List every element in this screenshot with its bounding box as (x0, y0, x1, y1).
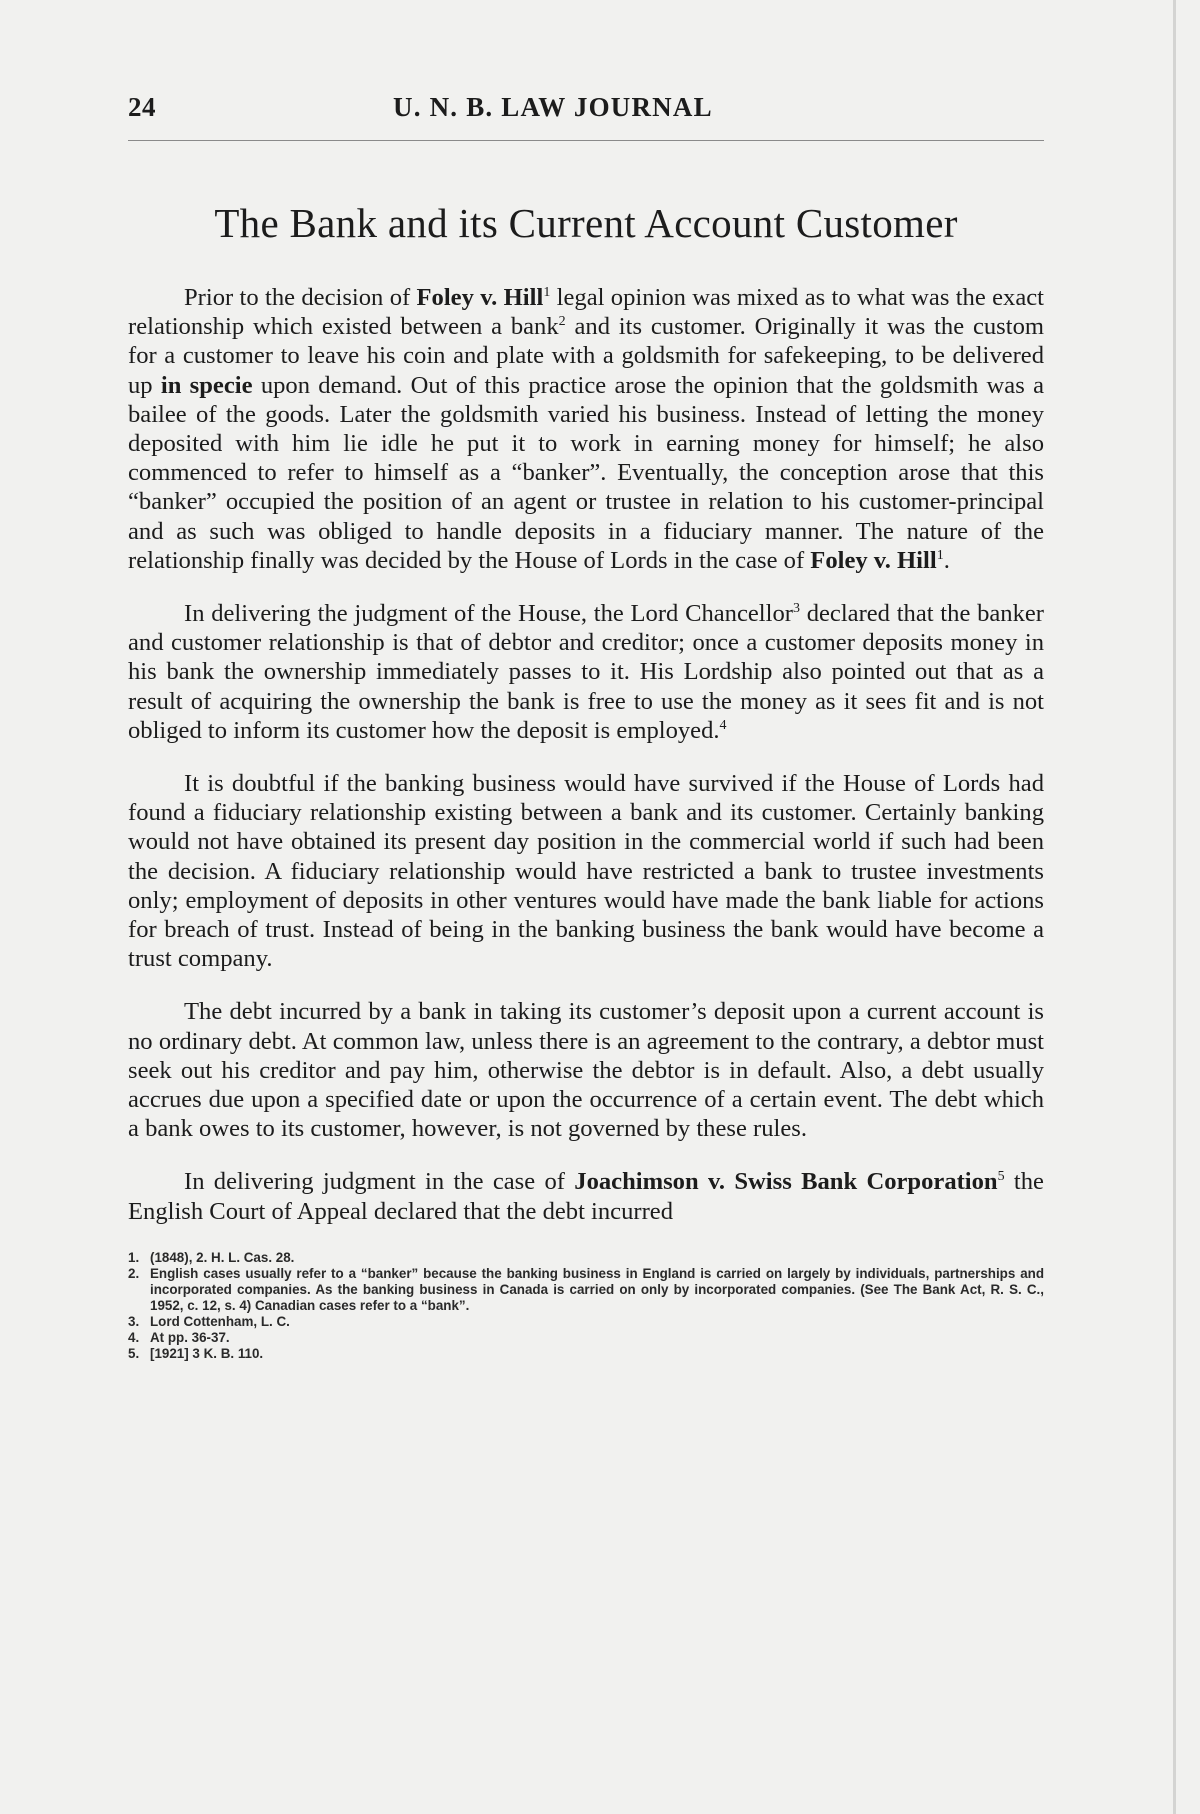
case-name: Joachimson v. Swiss Bank Corporation (574, 1168, 998, 1196)
footnote-text: Lord Cottenham, L. C. (150, 1313, 290, 1329)
footnote-number: 4. (128, 1329, 140, 1345)
emphasis: in specie (160, 371, 253, 399)
footnote-number: 5. (128, 1345, 140, 1361)
footnote (128, 1314, 1044, 1330)
text-run: Prior to the decision of (184, 284, 417, 311)
footnote-text: (1848), 2. H. L. Cas. 28. (150, 1249, 295, 1265)
footnote-text: English cases usually refer to a “banker” because the banking business in England is carried on largely by individuals, partnerships and incorporated companies. As the banking business in Canada is carried on only by incorporated companies. (See The Bank Act, R. S. C., 1952, c. 12, s. 4) Canadian cases refer to a “bank”. (150, 1265, 1044, 1313)
case-name: Foley v. Hill (810, 546, 937, 574)
text-run: declared that the banker and customer relationship is that of debtor and creditor; once a customer deposits money in his bank the ownership immediately passes to it. His Lordship also pointed out that as a result of acquiring the ownership the bank is free to use the money as it sees fit and is not obliged to inform its customer how the deposit is employed. (128, 600, 1044, 744)
text-run: . (943, 546, 950, 574)
footnote-number: 1. (128, 1249, 140, 1265)
footnotes (128, 1250, 1044, 1362)
running-head (128, 92, 1044, 136)
text-run: In delivering the judgment of the House, the Lord Chancellor (184, 600, 793, 628)
page-number: 24 (128, 92, 156, 122)
case-name: Foley v. Hill (416, 284, 544, 311)
text-run: legal opinion was mixed as to what was the exact relationship which existed between a bank (128, 284, 1044, 341)
article-title: The Bank and its Current Account Customer (214, 200, 958, 246)
footnote-number: 3. (128, 1313, 140, 1329)
text-run: In delivering judgment in the case of (184, 1168, 575, 1196)
paragraph-1 (128, 283, 1044, 575)
footnote-ref: 2 (558, 314, 566, 330)
journal-title: U. N. B. LAW JOURNAL (393, 92, 713, 122)
journal-page (128, 92, 1044, 1362)
text-run: the English Court of Appeal declared that the debt incurred (128, 1168, 1044, 1225)
footnote-ref: 5 (997, 1169, 1005, 1185)
header-rule (128, 140, 1044, 141)
page-edge (1173, 0, 1176, 1814)
text-run: upon demand. Out of this practice arose the opinion that the goldsmith was a bailee of the goods. Later the goldsmith varied his business. Instead of letting the money deposited with him lie idle he put it to work in earning money for himself; he also commenced to refer to himself as a “banker”. Eventually, the conception arose that this “banker” occupied the position of an agent or trustee in relation to his customer-principal and as such was obliged to handle deposits in a fiduciary manner. The nature of the relationship finally was decided by the House of Lords in the case of (128, 371, 1044, 574)
paragraph-2 (128, 599, 1044, 745)
footnote (128, 1266, 1044, 1314)
footnote (128, 1346, 1044, 1362)
text-run: and its customer. Originally it was the custom for a customer to leave his coin and plate with a goldsmith for safekeeping, to be delivered up (128, 313, 1045, 399)
footnote-ref: 1 (543, 284, 551, 300)
paragraph-3: It is doubtful if the banking business would have survived if the House of Lords had found a fiduciary relationship existing between a bank and its customer. Certainly banking would not have obtained its present day position in the commercial world if such had been the decision. A fiduciary relationship would have restricted a bank to trustee investments only; employment of deposits in other ventures would have made the bank liable for actions for breach of trust. Instead of being in the banking business the bank would have become a trust company. (128, 770, 1044, 973)
footnote-ref: 1 (936, 547, 944, 563)
paragraph-4: The debt incurred by a bank in taking its customer’s deposit upon a current account is no ordinary debt. At common law, unless there is an agreement to the contrary, a debtor must seek out his creditor and pay him, otherwise the debtor is in default. Also, a debt usually accrues due upon a specified date or upon the occurrence of a certain event. The debt which a bank owes to its customer, however, is not governed by these rules. (128, 998, 1044, 1143)
footnote (128, 1330, 1044, 1346)
footnote (128, 1250, 1044, 1266)
footnote-ref: 4 (719, 717, 727, 733)
footnote-text: [1921] 3 K. B. 110. (150, 1345, 264, 1361)
footnote-number: 2. (128, 1265, 140, 1281)
footnote-ref: 3 (792, 600, 800, 616)
footnote-text: At pp. 36-37. (150, 1329, 230, 1345)
paragraph-5 (128, 1167, 1044, 1225)
